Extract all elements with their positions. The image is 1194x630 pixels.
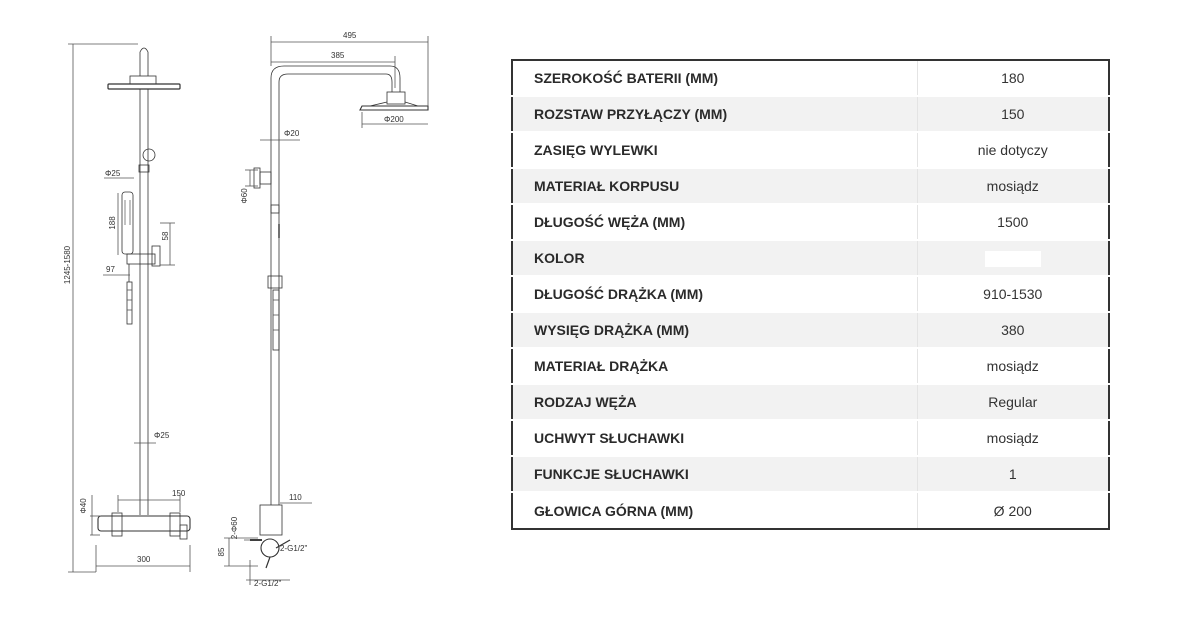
spec-value: 1500	[917, 204, 1109, 240]
spec-value: 380	[917, 312, 1109, 348]
front-shower-head	[108, 84, 180, 89]
dim-hand-shower-length: 188	[108, 216, 117, 230]
spec-value: 1	[917, 456, 1109, 492]
side-head-connector	[387, 92, 405, 104]
dim-rail-diameter: Φ25	[154, 431, 170, 440]
spec-value: 910-1530	[917, 276, 1109, 312]
side-hose	[273, 290, 279, 350]
spec-label: RODZAJ WĘŻA	[512, 384, 917, 420]
spec-label: ROZSTAW PRZYŁĄCZY (MM)	[512, 96, 917, 132]
dim-inlet-thread-bottom: 2-G1/2"	[254, 579, 282, 588]
spec-value: mosiądz	[917, 348, 1109, 384]
table-row	[512, 312, 1109, 348]
dim-mixer-spacing: 150	[172, 489, 186, 498]
table-row	[512, 420, 1109, 456]
spec-value: nie dotyczy	[917, 132, 1109, 168]
table-row	[512, 240, 1109, 276]
spec-label: MATERIAŁ DRĄŻKA	[512, 348, 917, 384]
spec-label: DŁUGOŚĆ WĘŻA (MM)	[512, 204, 917, 240]
dim-inlet-height: 85	[217, 547, 226, 557]
dim-total-height: 1245-1580	[63, 245, 72, 285]
spec-label: GŁOWICA GÓRNA (MM)	[512, 492, 917, 529]
spec-value: Regular	[917, 384, 1109, 420]
dim-holder-projection: 97	[106, 265, 115, 274]
spec-label: ZASIĘG WYLEWKI	[512, 132, 917, 168]
spec-label: WYSIĘG DRĄŻKA (MM)	[512, 312, 917, 348]
spec-value: 180	[917, 60, 1109, 96]
spec-value: mosiądz	[917, 420, 1109, 456]
dim-head-diameter: Φ200	[384, 115, 404, 124]
front-head-connector	[130, 76, 156, 84]
dim-pipe-diameter: Φ20	[284, 129, 300, 138]
table-row	[512, 456, 1109, 492]
side-knob	[254, 168, 260, 188]
spec-table	[511, 59, 1110, 530]
table-row	[512, 132, 1109, 168]
table-row	[512, 384, 1109, 420]
color-swatch	[985, 251, 1041, 267]
dim-inlet-diameter: 2-Φ60	[230, 516, 239, 540]
dim-inlet-thread-top: 2-G1/2"	[280, 544, 308, 553]
spec-value: Ø 200	[917, 492, 1109, 529]
spec-label: DŁUGOŚĆ DRĄŻKA (MM)	[512, 276, 917, 312]
table-row	[512, 276, 1109, 312]
front-holder-clamp	[152, 246, 160, 266]
dim-mixer-width: 300	[137, 555, 151, 564]
dim-knob-diameter: Φ60	[240, 188, 249, 204]
dim-overall-reach: 495	[343, 31, 357, 40]
spec-value: 150	[917, 96, 1109, 132]
table-row	[512, 492, 1109, 529]
table-row	[512, 348, 1109, 384]
front-holder	[127, 254, 155, 264]
spec-label: KOLOR	[512, 240, 917, 276]
spec-label: SZEROKOŚĆ BATERII (MM)	[512, 60, 917, 96]
spec-value: mosiądz	[917, 168, 1109, 204]
dim-arm-reach: 385	[331, 51, 345, 60]
table-row	[512, 60, 1109, 96]
side-arm	[271, 66, 400, 165]
dim-mixer-depth: 110	[289, 493, 302, 502]
spec-label: MATERIAŁ KORPUSU	[512, 168, 917, 204]
front-top-pipe	[140, 48, 148, 76]
table-row	[512, 168, 1109, 204]
dim-holder-offset: 58	[161, 231, 170, 241]
front-pipe-joint	[143, 149, 155, 161]
dim-mixer-diameter: Φ40	[79, 498, 88, 514]
side-holder	[268, 276, 282, 288]
table-row	[512, 204, 1109, 240]
side-shower-head	[360, 106, 428, 110]
front-hand-shower	[122, 192, 133, 254]
dim-hand-shower-diameter: Φ25	[105, 169, 121, 178]
front-hose	[127, 282, 132, 324]
spec-label: FUNKCJE SŁUCHAWKI	[512, 456, 917, 492]
front-pipe-sleeve	[139, 165, 149, 172]
table-row	[512, 96, 1109, 132]
technical-drawing	[0, 0, 500, 630]
spec-value	[917, 240, 1109, 276]
spec-label: UCHWYT SŁUCHAWKI	[512, 420, 917, 456]
side-mixer-body	[260, 505, 282, 535]
